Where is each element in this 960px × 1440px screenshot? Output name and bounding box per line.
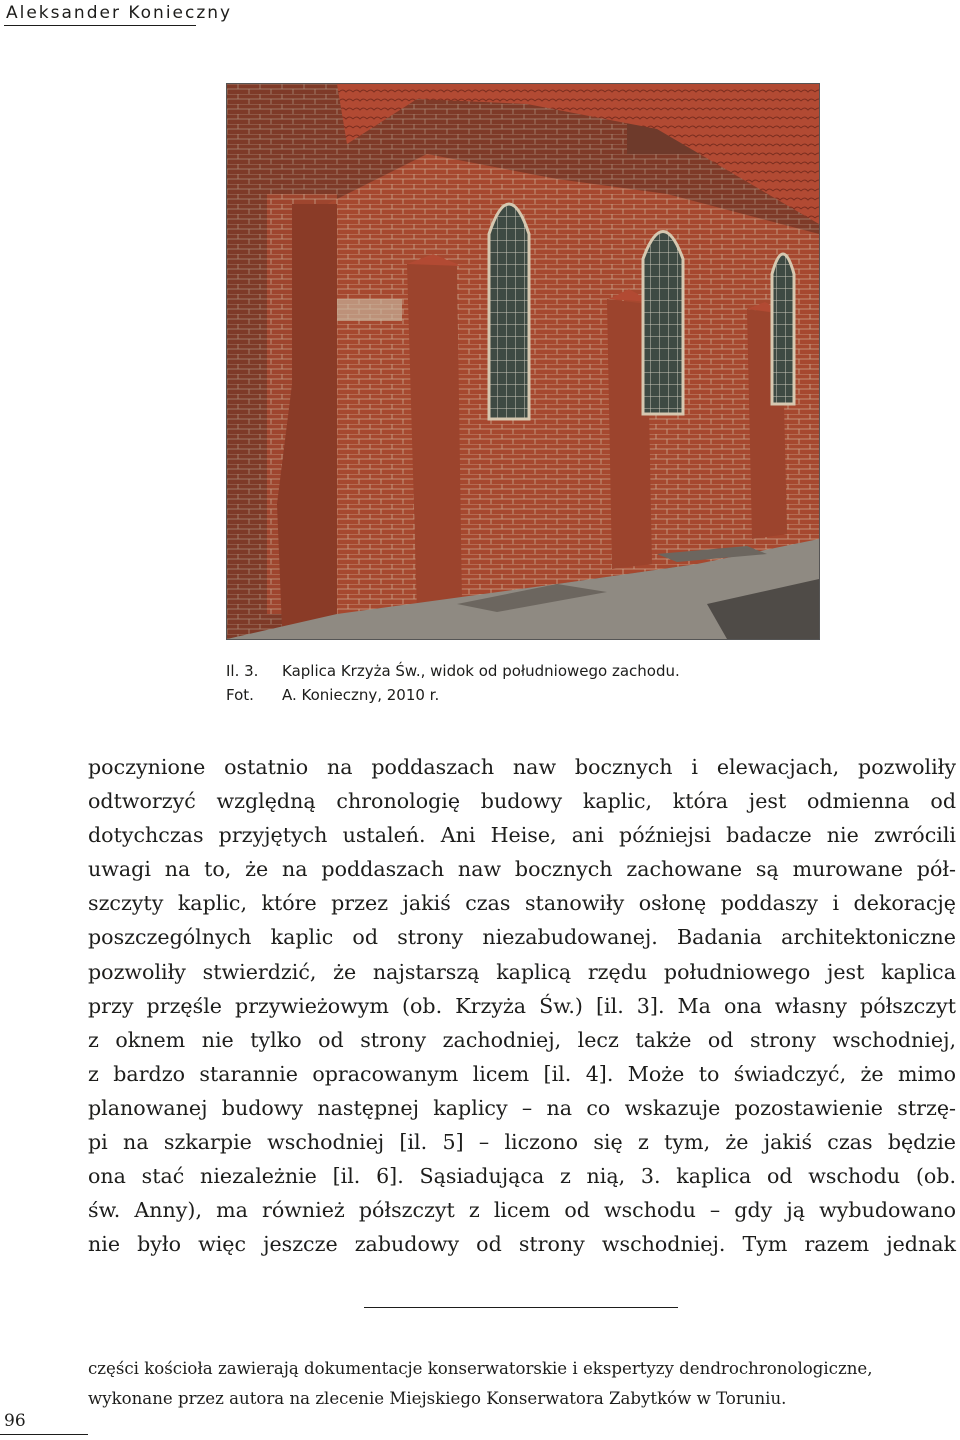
body-line: pozwoliły stwierdzić, że najstarszą kaplicą rzędu południowego jest kaplica [88,959,956,984]
body-line: pi na szkarpie wschodniej [il. 5] – liczono się z tym, że jakiś czas będzie [88,1130,956,1155]
body-line: poszczególnych kaplic od strony niezabudowanej. Badania architektoniczne [88,925,956,950]
footnote-line: wykonane przez autora na zlecenie Miejskiego Konserwatora Zabytków w Toruniu. [88,1389,787,1408]
page-number: 96 [4,1411,26,1431]
body-line: przy przęśle przywieżowym (ob. Krzyża Św.) [il. 3]. Ma ona własny półszczyt [88,993,956,1018]
caption-text-photo-credit: A. Konieczny, 2010 r. [282,686,440,704]
page-number-rule [0,1434,88,1435]
body-line: dotychczas przyjętych ustaleń. Ani Heise, ani późniejsi badacze nie zwrócili [88,823,956,848]
body-line: z bardzo starannie opracowanym licem [il. 4]. Może to świadczyć, że mimo [88,1061,956,1086]
footnote-separator [364,1307,678,1308]
caption-label-figure: Il. 3. [226,662,259,680]
body-line: nie było więc jeszcze zabudowy od strony wschodniej. Tym razem jednak [88,1232,956,1257]
chapel-photo [226,83,820,640]
running-head-rule [4,25,196,26]
body-line: św. Anny), ma również półszczyt z licem od wschodu – gdy ją wybudowano [88,1198,956,1223]
body-paragraph [88,750,956,1261]
body-line: uwagi na to, że na poddaszach naw bocznych zachowane są murowane pół- [88,857,956,882]
body-line: odtworzyć względną chronologię budowy kaplic, która jest odmienna od [88,789,956,814]
footnote [88,1354,956,1414]
caption-row-2 [226,683,680,707]
body-line: poczynione ostatnio na poddaszach naw bocznych i elewacjach, pozwoliły [88,755,956,779]
body-line: z oknem nie tylko od strony zachodniej, lecz także od strony wschodniej, [88,1027,956,1052]
caption-row-1 [226,659,680,683]
caption-text-figure: Kaplica Krzyża Św., widok od południowego zachodu. [282,662,680,680]
footnote-line: części kościoła zawierają dokumentacje konserwatorskie i ekspertyzy dendrochronologiczne, [88,1359,873,1378]
figure-caption [226,659,680,707]
body-line: planowanej budowy następnej kaplicy – na co wskazuje pozostawienie strzę- [88,1095,956,1120]
caption-label-photo-credit: Fot. [226,686,254,704]
running-head-author: Aleksander Konieczny [6,3,233,23]
body-line: szczyty kaplic, które przez jakiś czas stanowiły osłonę poddaszy i dekorację [88,891,956,916]
body-line: ona stać niezależnie [il. 6]. Sąsiadująca z nią, 3. kaplica od wschodu (ob. [88,1164,956,1189]
chapel-photo-illustration [227,84,819,639]
